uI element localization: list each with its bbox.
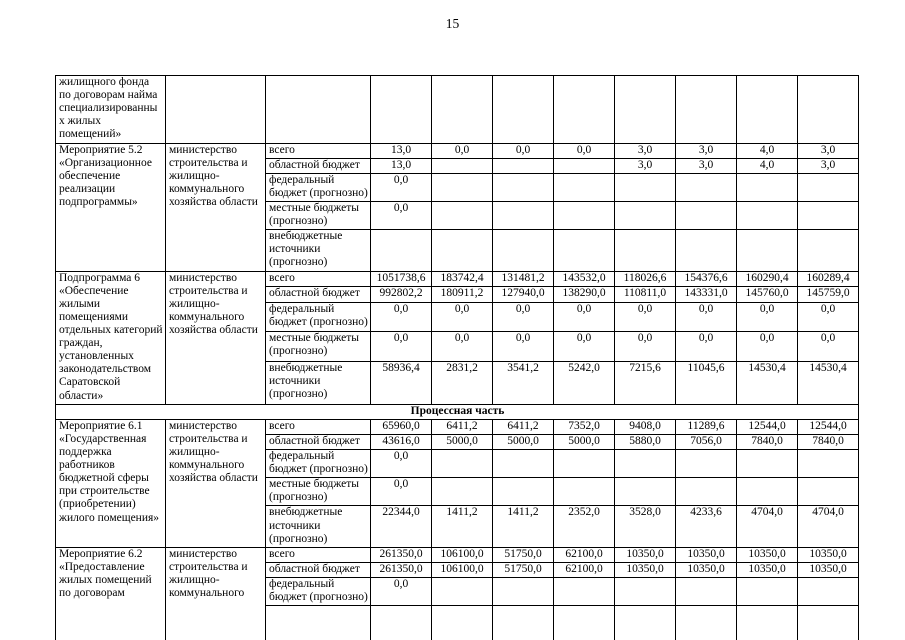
value-cell: 131481,2: [493, 271, 554, 287]
value-cell: 143532,0: [554, 271, 615, 287]
value-cell: [615, 76, 676, 144]
value-cell: [432, 173, 493, 201]
value-cell: 0,0: [737, 302, 798, 331]
value-cell: 0,0: [371, 173, 432, 201]
value-cell: 6411,2: [432, 419, 493, 434]
value-cell: 4704,0: [737, 506, 798, 547]
value-cell: [737, 606, 798, 640]
value-cell: 7215,6: [615, 361, 676, 404]
value-cell: 180911,2: [432, 287, 493, 303]
value-cell: 3,0: [798, 158, 859, 173]
value-cell: 6411,2: [493, 419, 554, 434]
value-cell: [737, 230, 798, 271]
value-cell: 10350,0: [737, 547, 798, 562]
value-cell: [676, 173, 737, 201]
value-cell: 51750,0: [493, 547, 554, 562]
value-cell: 0,0: [554, 332, 615, 361]
budget-type-cell: местные бюджеты (прогнозно): [266, 478, 371, 506]
value-cell: 62100,0: [554, 547, 615, 562]
value-cell: 10350,0: [615, 562, 676, 577]
value-cell: 1411,2: [432, 506, 493, 547]
value-cell: [493, 449, 554, 477]
value-cell: 1051738,6: [371, 271, 432, 287]
value-cell: 22344,0: [371, 506, 432, 547]
value-cell: 9408,0: [615, 419, 676, 434]
value-cell: [798, 230, 859, 271]
value-cell: 138290,0: [554, 287, 615, 303]
value-cell: [676, 449, 737, 477]
value-cell: 4,0: [737, 143, 798, 158]
value-cell: 3,0: [676, 158, 737, 173]
budget-table-body: [56, 76, 859, 640]
value-cell: [615, 449, 676, 477]
value-cell: 0,0: [615, 332, 676, 361]
budget-type-cell: федеральный бюджет (прогнозно): [266, 449, 371, 477]
value-cell: [493, 577, 554, 605]
value-cell: 12544,0: [798, 419, 859, 434]
value-cell: 4233,6: [676, 506, 737, 547]
value-cell: 7840,0: [737, 434, 798, 449]
value-cell: 12544,0: [737, 419, 798, 434]
program-name-cell: жилищного фонда по договорам найма специализированных жилых помещений»: [56, 76, 166, 144]
value-cell: 58936,4: [371, 361, 432, 404]
value-cell: 0,0: [371, 302, 432, 331]
value-cell: 0,0: [554, 143, 615, 158]
value-cell: 0,0: [432, 332, 493, 361]
value-cell: 0,0: [432, 143, 493, 158]
budget-type-cell: внебюджетные источники (прогнозно): [266, 361, 371, 404]
value-cell: 0,0: [554, 302, 615, 331]
value-cell: [554, 201, 615, 229]
value-cell: 11045,6: [676, 361, 737, 404]
value-cell: 0,0: [615, 302, 676, 331]
value-cell: [371, 76, 432, 144]
value-cell: [615, 606, 676, 640]
value-cell: 154376,6: [676, 271, 737, 287]
value-cell: 0,0: [371, 201, 432, 229]
budget-type-cell: всего: [266, 419, 371, 434]
value-cell: [432, 606, 493, 640]
value-cell: 10350,0: [676, 547, 737, 562]
value-cell: 127940,0: [493, 287, 554, 303]
budget-type-cell: [266, 76, 371, 144]
table-row: [56, 547, 859, 562]
value-cell: [798, 76, 859, 144]
budget-type-cell: федеральный бюджет (прогнозно): [266, 577, 371, 605]
budget-type-cell: внебюджетные источники (прогнозно): [266, 230, 371, 271]
value-cell: 2352,0: [554, 506, 615, 547]
value-cell: [432, 158, 493, 173]
value-cell: [554, 230, 615, 271]
value-cell: 3,0: [798, 143, 859, 158]
value-cell: [554, 173, 615, 201]
value-cell: [798, 201, 859, 229]
ministry-cell: министерство строительства и жилищно-коммунального хозяйства области: [166, 271, 266, 404]
ministry-cell: [166, 76, 266, 144]
value-cell: [737, 173, 798, 201]
value-cell: [615, 230, 676, 271]
section-label: Процессная часть: [56, 404, 859, 419]
value-cell: [432, 478, 493, 506]
value-cell: [432, 577, 493, 605]
value-cell: 14530,4: [798, 361, 859, 404]
value-cell: [676, 577, 737, 605]
value-cell: [432, 230, 493, 271]
budget-type-cell: областной бюджет: [266, 562, 371, 577]
value-cell: 261350,0: [371, 547, 432, 562]
value-cell: [493, 606, 554, 640]
value-cell: 51750,0: [493, 562, 554, 577]
value-cell: [493, 173, 554, 201]
table-row: [56, 419, 859, 434]
page-number: 15: [445, 16, 460, 31]
value-cell: 0,0: [371, 332, 432, 361]
value-cell: [615, 201, 676, 229]
budget-type-cell: федеральный бюджет (прогнозно): [266, 302, 371, 331]
ministry-cell: министерство строительства и жилищно-коммунального хозяйства области: [166, 143, 266, 271]
value-cell: [432, 201, 493, 229]
value-cell: 5000,0: [554, 434, 615, 449]
value-cell: 5000,0: [432, 434, 493, 449]
budget-type-cell: всего: [266, 547, 371, 562]
value-cell: 0,0: [371, 577, 432, 605]
value-cell: 3,0: [676, 143, 737, 158]
value-cell: 43616,0: [371, 434, 432, 449]
value-cell: [676, 76, 737, 144]
value-cell: 3,0: [615, 158, 676, 173]
value-cell: [493, 158, 554, 173]
budget-type-cell: местные бюджеты (прогнозно): [266, 201, 371, 229]
program-name-cell: Мероприятие 6.1 «Государственная поддержка работников бюджетной сферы при строительстве (приобретении) жилого помещения»: [56, 419, 166, 547]
value-cell: 10350,0: [798, 562, 859, 577]
value-cell: 0,0: [432, 302, 493, 331]
value-cell: 5880,0: [615, 434, 676, 449]
budget-type-cell: областной бюджет: [266, 287, 371, 303]
value-cell: 10350,0: [615, 547, 676, 562]
value-cell: [493, 230, 554, 271]
budget-type-cell: местные бюджеты (прогнозно): [266, 332, 371, 361]
value-cell: 145759,0: [798, 287, 859, 303]
value-cell: 110811,0: [615, 287, 676, 303]
value-cell: 0,0: [676, 302, 737, 331]
value-cell: [554, 606, 615, 640]
value-cell: [737, 76, 798, 144]
table-row: [56, 143, 859, 158]
value-cell: 160289,4: [798, 271, 859, 287]
value-cell: 7840,0: [798, 434, 859, 449]
value-cell: 1411,2: [493, 506, 554, 547]
value-cell: 5000,0: [493, 434, 554, 449]
value-cell: 0,0: [371, 449, 432, 477]
budget-type-cell: внебюджетные источники (прогнозно): [266, 506, 371, 547]
value-cell: [615, 577, 676, 605]
value-cell: 261350,0: [371, 562, 432, 577]
value-cell: 10350,0: [798, 547, 859, 562]
value-cell: 13,0: [371, 158, 432, 173]
value-cell: 2831,2: [432, 361, 493, 404]
value-cell: 3,0: [615, 143, 676, 158]
value-cell: [676, 230, 737, 271]
value-cell: 4,0: [737, 158, 798, 173]
value-cell: 4704,0: [798, 506, 859, 547]
value-cell: 11289,6: [676, 419, 737, 434]
value-cell: [371, 606, 432, 640]
table-row: [56, 271, 859, 287]
value-cell: 143331,0: [676, 287, 737, 303]
value-cell: [493, 201, 554, 229]
value-cell: [676, 201, 737, 229]
value-cell: [798, 173, 859, 201]
value-cell: [615, 173, 676, 201]
value-cell: [554, 478, 615, 506]
value-cell: 14530,4: [737, 361, 798, 404]
value-cell: 3541,2: [493, 361, 554, 404]
value-cell: [432, 76, 493, 144]
value-cell: [432, 449, 493, 477]
value-cell: 7352,0: [554, 419, 615, 434]
section-row: [56, 404, 859, 419]
value-cell: [737, 201, 798, 229]
budget-type-cell: всего: [266, 271, 371, 287]
value-cell: 0,0: [676, 332, 737, 361]
value-cell: 0,0: [493, 143, 554, 158]
value-cell: 7056,0: [676, 434, 737, 449]
value-cell: [615, 478, 676, 506]
budget-table: [55, 75, 859, 640]
value-cell: 0,0: [493, 332, 554, 361]
budget-type-cell: областной бюджет: [266, 158, 371, 173]
value-cell: 5242,0: [554, 361, 615, 404]
budget-type-cell: федеральный бюджет (прогнозно): [266, 173, 371, 201]
value-cell: [798, 449, 859, 477]
value-cell: 3528,0: [615, 506, 676, 547]
value-cell: 106100,0: [432, 562, 493, 577]
program-name-cell: Мероприятие 6.2 «Предоставление жилых помещений по договорам: [56, 547, 166, 640]
budget-type-cell: всего: [266, 143, 371, 158]
value-cell: 183742,4: [432, 271, 493, 287]
value-cell: [554, 76, 615, 144]
value-cell: 65960,0: [371, 419, 432, 434]
value-cell: [554, 449, 615, 477]
value-cell: 0,0: [493, 302, 554, 331]
value-cell: 106100,0: [432, 547, 493, 562]
value-cell: [676, 478, 737, 506]
ministry-cell: министерство строительства и жилищно-коммунального хозяйства области: [166, 419, 266, 547]
value-cell: 62100,0: [554, 562, 615, 577]
program-name-cell: Подпрограмма 6 «Обеспечение жилыми помещениями отдельных категорий граждан, установленных законодательством Саратовской области»: [56, 271, 166, 404]
value-cell: 0,0: [371, 478, 432, 506]
table-row: [56, 76, 859, 144]
value-cell: [798, 577, 859, 605]
value-cell: [493, 76, 554, 144]
value-cell: 992802,2: [371, 287, 432, 303]
value-cell: [371, 230, 432, 271]
budget-type-cell: областной бюджет: [266, 434, 371, 449]
value-cell: [676, 606, 737, 640]
value-cell: [737, 449, 798, 477]
value-cell: [798, 478, 859, 506]
value-cell: 118026,6: [615, 271, 676, 287]
value-cell: 0,0: [737, 332, 798, 361]
value-cell: [737, 478, 798, 506]
ministry-cell: министерство строительства и жилищно-коммунального: [166, 547, 266, 640]
value-cell: [554, 577, 615, 605]
value-cell: 160290,4: [737, 271, 798, 287]
value-cell: 145760,0: [737, 287, 798, 303]
value-cell: 13,0: [371, 143, 432, 158]
program-name-cell: Мероприятие 5.2 «Организационное обеспечение реализации подпрограммы»: [56, 143, 166, 271]
value-cell: 10350,0: [676, 562, 737, 577]
value-cell: 0,0: [798, 302, 859, 331]
value-cell: 10350,0: [737, 562, 798, 577]
value-cell: [493, 478, 554, 506]
budget-type-cell: [266, 606, 371, 640]
value-cell: [554, 158, 615, 173]
value-cell: 0,0: [798, 332, 859, 361]
value-cell: [798, 606, 859, 640]
value-cell: [737, 577, 798, 605]
